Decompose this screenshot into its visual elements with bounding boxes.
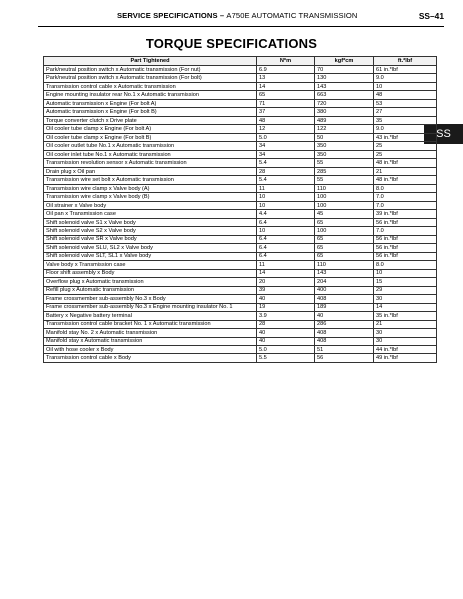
cell-torque-kgfcm: 100 bbox=[315, 193, 374, 201]
cell-torque-kgfcm: 380 bbox=[315, 108, 374, 116]
cell-part-tightened: Shift solenoid valve SLU, SL2 x Valve body bbox=[44, 244, 257, 252]
cell-torque-ftlbf: 29 bbox=[374, 286, 437, 294]
cell-torque-kgfcm: 51 bbox=[315, 345, 374, 353]
cell-torque-nm: 4.4 bbox=[257, 210, 315, 218]
cell-torque-kgfcm: 408 bbox=[315, 337, 374, 345]
cell-part-tightened: Transmission wire set bolt x Automatic transmission bbox=[44, 176, 257, 184]
cell-torque-kgfcm: 720 bbox=[315, 99, 374, 107]
cell-torque-kgfcm: 65 bbox=[315, 235, 374, 243]
table-row bbox=[44, 269, 437, 277]
table-row bbox=[44, 133, 437, 141]
cell-torque-nm: 48 bbox=[257, 116, 315, 124]
cell-torque-nm: 5.4 bbox=[257, 159, 315, 167]
cell-part-tightened: Transmission wire clamp x Valve body (B) bbox=[44, 193, 257, 201]
cell-torque-nm: 11 bbox=[257, 184, 315, 192]
cell-torque-kgfcm: 100 bbox=[315, 227, 374, 235]
cell-torque-nm: 28 bbox=[257, 167, 315, 175]
cell-torque-ftlbf: 25 bbox=[374, 142, 437, 150]
cell-torque-kgfcm: 55 bbox=[315, 159, 374, 167]
cell-part-tightened: Automatic transmission x Engine (For bolt A) bbox=[44, 99, 257, 107]
cell-torque-kgfcm: 70 bbox=[315, 66, 374, 74]
cell-part-tightened: Frame crossmember sub-assembly No.3 x Engine mounting insulator No. 1 bbox=[44, 303, 257, 311]
cell-part-tightened: Oil strainer x Valve body bbox=[44, 201, 257, 209]
cell-torque-ftlbf: 49 in.*lbf bbox=[374, 354, 437, 362]
cell-torque-ftlbf: 30 bbox=[374, 295, 437, 303]
cell-torque-ftlbf: 10 bbox=[374, 82, 437, 90]
cell-torque-nm: 10 bbox=[257, 227, 315, 235]
table-row bbox=[44, 142, 437, 150]
cell-torque-nm: 39 bbox=[257, 286, 315, 294]
cell-torque-nm: 6.4 bbox=[257, 244, 315, 252]
cell-torque-nm: 6.4 bbox=[257, 235, 315, 243]
cell-torque-nm: 11 bbox=[257, 261, 315, 269]
page-title: TORQUE SPECIFICATIONS bbox=[145, 36, 318, 51]
cell-torque-ftlbf: 44 in.*lbf bbox=[374, 345, 437, 353]
cell-part-tightened: Battery x Negative battery terminal bbox=[44, 312, 257, 320]
cell-torque-kgfcm: 350 bbox=[315, 150, 374, 158]
table-row bbox=[44, 201, 437, 209]
cell-torque-ftlbf: 56 in.*lbf bbox=[374, 235, 437, 243]
cell-part-tightened: Transmission control cable x Automatic transmission bbox=[44, 82, 257, 90]
cell-torque-ftlbf: 30 bbox=[374, 337, 437, 345]
cell-torque-kgfcm: 110 bbox=[315, 184, 374, 192]
header-section-name: SERVICE SPECIFICATIONS bbox=[117, 11, 218, 20]
cell-torque-kgfcm: 408 bbox=[315, 295, 374, 303]
table-row bbox=[44, 167, 437, 175]
header-subtitle: A750E AUTOMATIC TRANSMISSION bbox=[226, 11, 358, 20]
table-row bbox=[44, 74, 437, 82]
cell-part-tightened: Park/neutral position switch x Automatic transmission (For nut) bbox=[44, 66, 257, 74]
cell-torque-kgfcm: 408 bbox=[315, 329, 374, 337]
table-row bbox=[44, 345, 437, 353]
table-row bbox=[44, 235, 437, 243]
cell-torque-nm: 40 bbox=[257, 337, 315, 345]
column-header-part: Part Tightened bbox=[44, 57, 257, 66]
cell-torque-ftlbf: 43 in.*lbf bbox=[374, 133, 437, 141]
cell-torque-ftlbf: 53 bbox=[374, 99, 437, 107]
cell-torque-nm: 34 bbox=[257, 150, 315, 158]
cell-torque-kgfcm: 663 bbox=[315, 91, 374, 99]
cell-torque-kgfcm: 110 bbox=[315, 261, 374, 269]
cell-torque-kgfcm: 55 bbox=[315, 176, 374, 184]
cell-part-tightened: Oil pan x Transmission case bbox=[44, 210, 257, 218]
cell-torque-ftlbf: 8.0 bbox=[374, 261, 437, 269]
table-row bbox=[44, 337, 437, 345]
cell-part-tightened: Oil cooler inlet tube No.1 x Automatic transmission bbox=[44, 150, 257, 158]
cell-torque-ftlbf: 48 in.*lbf bbox=[374, 176, 437, 184]
cell-part-tightened: Shift solenoid valve S1 x Valve body bbox=[44, 218, 257, 226]
cell-torque-ftlbf: 25 bbox=[374, 150, 437, 158]
cell-torque-ftlbf: 48 bbox=[374, 91, 437, 99]
table-row bbox=[44, 193, 437, 201]
cell-torque-ftlbf: 56 in.*lbf bbox=[374, 244, 437, 252]
cell-part-tightened: Drain plug x Oil pan bbox=[44, 167, 257, 175]
cell-part-tightened: Automatic transmission x Engine (For bolt B) bbox=[44, 108, 257, 116]
table-row bbox=[44, 176, 437, 184]
cell-torque-nm: 6.9 bbox=[257, 66, 315, 74]
table-row bbox=[44, 218, 437, 226]
table-row bbox=[44, 210, 437, 218]
cell-part-tightened: Shift solenoid valve SLT, SL1 x Valve body bbox=[44, 252, 257, 260]
section-tab: SS bbox=[424, 124, 463, 144]
cell-torque-kgfcm: 189 bbox=[315, 303, 374, 311]
cell-torque-kgfcm: 122 bbox=[315, 125, 374, 133]
page-number: SS–41 bbox=[418, 11, 444, 21]
cell-part-tightened: Transmission wire clamp x Valve body (A) bbox=[44, 184, 257, 192]
table-row bbox=[44, 261, 437, 269]
cell-torque-ftlbf: 8.0 bbox=[374, 184, 437, 192]
cell-torque-ftlbf: 30 bbox=[374, 329, 437, 337]
table-row bbox=[44, 125, 437, 133]
cell-torque-ftlbf: 48 in.*lbf bbox=[374, 159, 437, 167]
table-row bbox=[44, 108, 437, 116]
table-row bbox=[44, 312, 437, 320]
cell-torque-ftlbf: 7.0 bbox=[374, 193, 437, 201]
cell-part-tightened: Transmission revolution sensor x Automatic transmission bbox=[44, 159, 257, 167]
cell-torque-nm: 10 bbox=[257, 193, 315, 201]
cell-torque-ftlbf: 15 bbox=[374, 278, 437, 286]
cell-torque-nm: 40 bbox=[257, 329, 315, 337]
cell-torque-ftlbf: 21 bbox=[374, 320, 437, 328]
torque-table bbox=[43, 56, 437, 363]
cell-torque-ftlbf: 9.0 bbox=[374, 74, 437, 82]
table-row bbox=[44, 329, 437, 337]
cell-torque-ftlbf: 56 in.*lbf bbox=[374, 218, 437, 226]
cell-torque-nm: 6.4 bbox=[257, 218, 315, 226]
cell-torque-ftlbf: 21 bbox=[374, 167, 437, 175]
cell-part-tightened: Transmission control cable x Body bbox=[44, 354, 257, 362]
cell-torque-nm: 34 bbox=[257, 142, 315, 150]
table-row bbox=[44, 159, 437, 167]
cell-torque-nm: 13 bbox=[257, 74, 315, 82]
cell-torque-ftlbf: 27 bbox=[374, 108, 437, 116]
cell-part-tightened: Manifold stay No. 2 x Automatic transmission bbox=[44, 329, 257, 337]
cell-torque-nm: 14 bbox=[257, 82, 315, 90]
cell-torque-ftlbf: 7.0 bbox=[374, 227, 437, 235]
cell-torque-ftlbf: 35 in.*lbf bbox=[374, 312, 437, 320]
header-section-title bbox=[117, 11, 358, 20]
table-row bbox=[44, 66, 437, 74]
cell-part-tightened: Refill plug x Automatic transmission bbox=[44, 286, 257, 294]
cell-torque-ftlbf: 9.0 bbox=[374, 125, 437, 133]
table-row bbox=[44, 227, 437, 235]
table-row bbox=[44, 252, 437, 260]
header-rule bbox=[38, 26, 444, 27]
table-row bbox=[44, 150, 437, 158]
cell-torque-kgfcm: 489 bbox=[315, 116, 374, 124]
cell-torque-nm: 10 bbox=[257, 201, 315, 209]
table-row bbox=[44, 354, 437, 362]
cell-torque-nm: 5.0 bbox=[257, 345, 315, 353]
cell-torque-kgfcm: 40 bbox=[315, 312, 374, 320]
cell-torque-ftlbf: 7.0 bbox=[374, 201, 437, 209]
cell-torque-nm: 5.0 bbox=[257, 133, 315, 141]
cell-part-tightened: Oil with hose cooler x Body bbox=[44, 345, 257, 353]
cell-part-tightened: Oil cooler tube clamp x Engine (For bolt B) bbox=[44, 133, 257, 141]
cell-torque-kgfcm: 400 bbox=[315, 286, 374, 294]
cell-part-tightened: Manifold stay x Automatic transmission bbox=[44, 337, 257, 345]
cell-part-tightened: Engine mounting insulator rear No.1 x Automatic transmission bbox=[44, 91, 257, 99]
table-row bbox=[44, 184, 437, 192]
table-row bbox=[44, 320, 437, 328]
cell-torque-nm: 40 bbox=[257, 295, 315, 303]
table-row bbox=[44, 82, 437, 90]
cell-part-tightened: Valve body x Transmission case bbox=[44, 261, 257, 269]
table-body bbox=[44, 66, 437, 363]
table-row bbox=[44, 286, 437, 294]
cell-torque-ftlbf: 14 bbox=[374, 303, 437, 311]
table-row bbox=[44, 295, 437, 303]
cell-part-tightened: Park/neutral position switch x Automatic transmission (For bolt) bbox=[44, 74, 257, 82]
cell-torque-nm: 37 bbox=[257, 108, 315, 116]
cell-torque-nm: 28 bbox=[257, 320, 315, 328]
cell-torque-kgfcm: 143 bbox=[315, 269, 374, 277]
table-row bbox=[44, 303, 437, 311]
cell-torque-nm: 5.5 bbox=[257, 354, 315, 362]
cell-part-tightened: Transmission control cable bracket No. 1 x Automatic transmission bbox=[44, 320, 257, 328]
table-row bbox=[44, 91, 437, 99]
cell-torque-nm: 6.4 bbox=[257, 252, 315, 260]
cell-torque-nm: 5.4 bbox=[257, 176, 315, 184]
cell-torque-kgfcm: 100 bbox=[315, 201, 374, 209]
cell-part-tightened: Oil cooler outlet tube No.1 x Automatic transmission bbox=[44, 142, 257, 150]
cell-torque-nm: 20 bbox=[257, 278, 315, 286]
cell-part-tightened: Shift solenoid valve S2 x Valve body bbox=[44, 227, 257, 235]
cell-part-tightened: Shift solenoid valve SR x Valve body bbox=[44, 235, 257, 243]
cell-torque-kgfcm: 204 bbox=[315, 278, 374, 286]
table-row bbox=[44, 278, 437, 286]
cell-torque-kgfcm: 350 bbox=[315, 142, 374, 150]
cell-torque-ftlbf: 10 bbox=[374, 269, 437, 277]
cell-torque-nm: 19 bbox=[257, 303, 315, 311]
cell-part-tightened: Oil cooler tube clamp x Engine (For bolt A) bbox=[44, 125, 257, 133]
table-row bbox=[44, 99, 437, 107]
cell-torque-nm: 14 bbox=[257, 269, 315, 277]
cell-torque-ftlbf: 35 bbox=[374, 116, 437, 124]
cell-torque-kgfcm: 130 bbox=[315, 74, 374, 82]
cell-part-tightened: Frame crossmember sub-assembly No.3 x Body bbox=[44, 295, 257, 303]
column-header-kgfcm: kgf*cm bbox=[315, 57, 374, 66]
cell-torque-nm: 12 bbox=[257, 125, 315, 133]
table-row bbox=[44, 244, 437, 252]
column-header-nm: N*m bbox=[257, 57, 315, 66]
cell-torque-kgfcm: 45 bbox=[315, 210, 374, 218]
cell-torque-nm: 3.9 bbox=[257, 312, 315, 320]
cell-torque-kgfcm: 50 bbox=[315, 133, 374, 141]
cell-part-tightened: Overflow plug x Automatic transmission bbox=[44, 278, 257, 286]
cell-torque-kgfcm: 65 bbox=[315, 218, 374, 226]
cell-torque-ftlbf: 61 in.*lbf bbox=[374, 66, 437, 74]
cell-torque-kgfcm: 285 bbox=[315, 167, 374, 175]
cell-torque-ftlbf: 56 in.*lbf bbox=[374, 252, 437, 260]
cell-torque-nm: 71 bbox=[257, 99, 315, 107]
table-row bbox=[44, 116, 437, 124]
cell-torque-kgfcm: 65 bbox=[315, 244, 374, 252]
cell-torque-kgfcm: 143 bbox=[315, 82, 374, 90]
cell-torque-ftlbf: 39 in.*lbf bbox=[374, 210, 437, 218]
cell-torque-nm: 65 bbox=[257, 91, 315, 99]
page-header bbox=[38, 11, 444, 25]
cell-torque-kgfcm: 56 bbox=[315, 354, 374, 362]
header-separator: – bbox=[219, 11, 225, 20]
column-header-ftlbf: ft.*lbf bbox=[374, 57, 437, 66]
cell-torque-kgfcm: 286 bbox=[315, 320, 374, 328]
cell-part-tightened: Floor shift assembly x Body bbox=[44, 269, 257, 277]
table-header-row bbox=[44, 57, 437, 66]
cell-torque-kgfcm: 65 bbox=[315, 252, 374, 260]
cell-part-tightened: Torque converter clutch x Drive plate bbox=[44, 116, 257, 124]
